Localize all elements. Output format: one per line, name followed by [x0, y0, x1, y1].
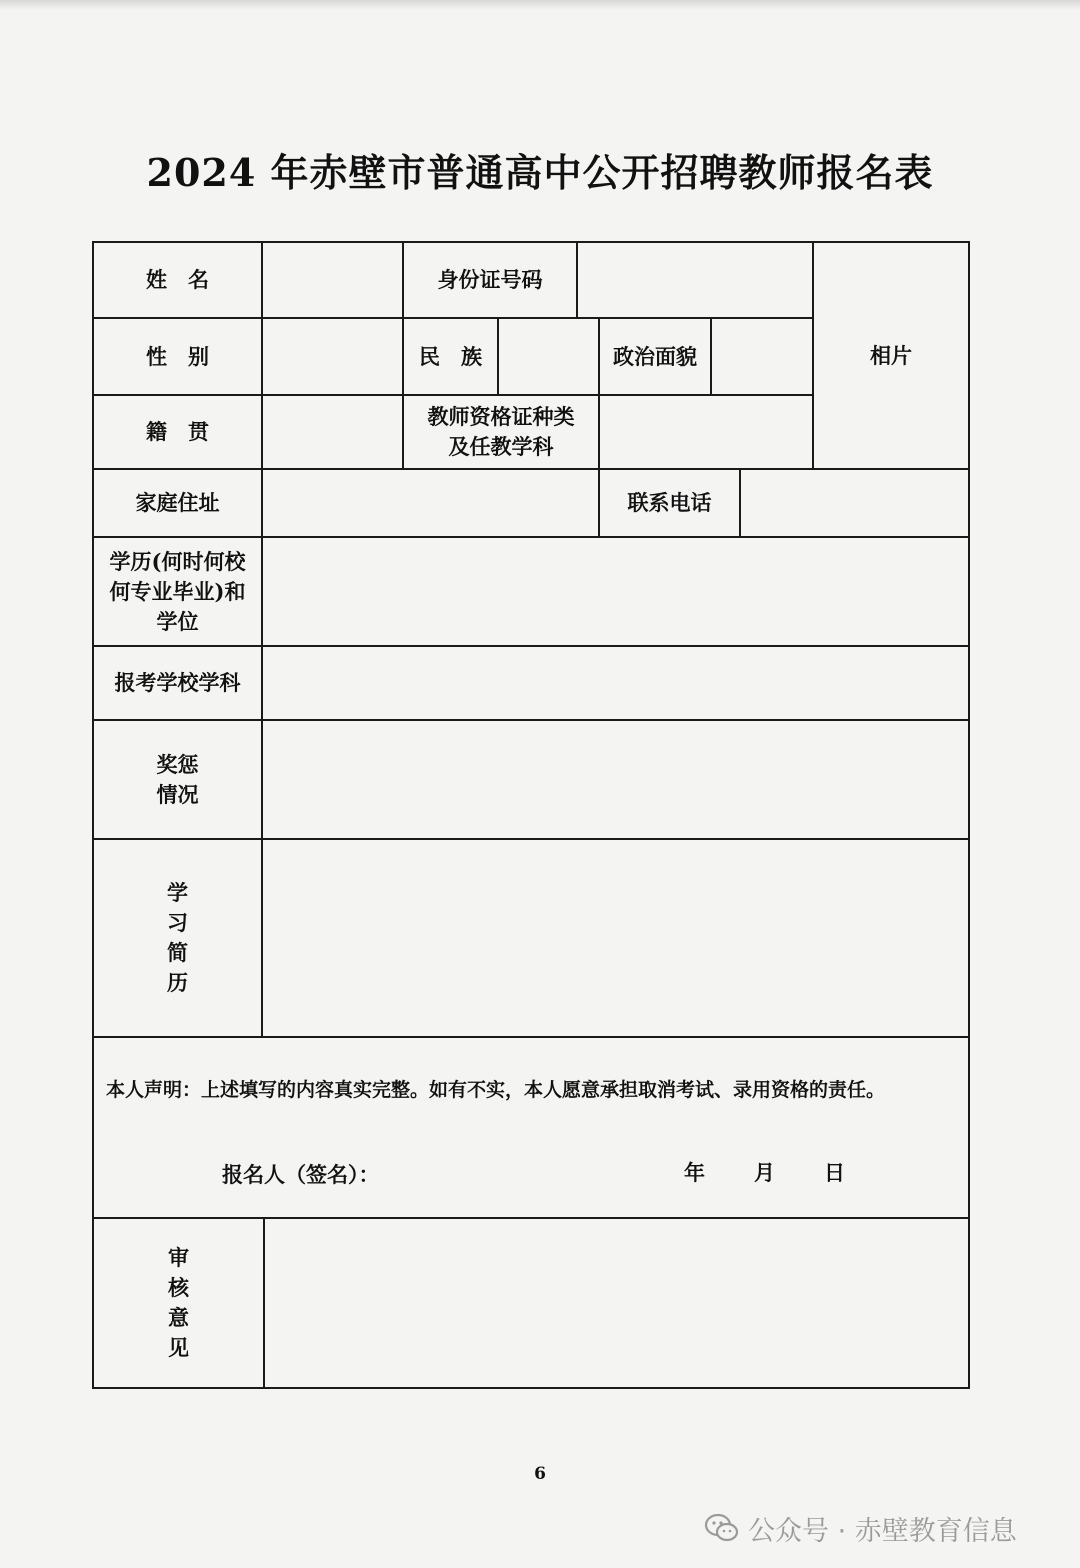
applied-school-subject-label: 报考学校学科 — [114, 670, 241, 695]
name-label: 姓 名 — [146, 267, 209, 292]
certificate-label-line: 教师资格证种类 — [427, 404, 575, 429]
review-char: 核 — [168, 1275, 189, 1300]
column-line — [261, 243, 263, 1036]
rewards-label-line: 情况 — [156, 781, 199, 807]
study-history-label — [94, 840, 261, 1036]
certificate-label-line: 及任教学科 — [448, 434, 554, 459]
date-day-label: 日 — [824, 1160, 845, 1185]
home-address-label: 家庭住址 — [135, 490, 220, 515]
column-line — [497, 317, 499, 394]
page-title: 2024 年赤壁市普通高中公开招聘教师报名表 — [146, 150, 934, 195]
rewards-label-line: 奖惩 — [156, 751, 199, 777]
study-history-char: 学 — [167, 880, 188, 905]
review-char: 见 — [168, 1335, 189, 1360]
gender-label: 性 别 — [146, 343, 209, 369]
source-text: 公众号 · 赤壁教育信息 — [748, 1515, 1017, 1547]
column-line — [710, 317, 712, 394]
photo-label: 相片 — [870, 342, 912, 368]
political-status-label: 政治面貌 — [613, 343, 697, 369]
column-line — [263, 1217, 265, 1387]
native-place-label: 籍 贯 — [146, 419, 209, 444]
declaration-text: 本人声明：上述填写的内容真实完整。如有不实，本人愿意承担取消考试、录用资格的责任。 — [106, 1079, 886, 1101]
row-line — [94, 1036, 968, 1038]
date-month-label: 月 — [754, 1160, 775, 1185]
source-watermark — [704, 1508, 1017, 1548]
column-line — [739, 468, 741, 536]
scan-edge — [0, 0, 1080, 10]
study-history-char: 简 — [167, 940, 188, 965]
wechat-icon — [704, 1513, 740, 1543]
page-number: 6 — [534, 1464, 546, 1484]
phone-label: 联系电话 — [627, 490, 712, 515]
education-label-line: 学位 — [156, 608, 199, 634]
review-char: 审 — [168, 1245, 189, 1270]
id-number-label: 身份证号码 — [437, 267, 543, 292]
review-opinion-label — [94, 1219, 263, 1387]
study-history-char: 习 — [167, 910, 188, 935]
education-label-line: 学历(何时何校 — [109, 548, 246, 574]
ethnicity-label: 民 族 — [419, 343, 482, 369]
signature-label: 报名人（签名）： — [222, 1162, 380, 1187]
date-year-label: 年 — [684, 1160, 705, 1185]
review-char: 意 — [168, 1305, 189, 1330]
rewards-label — [94, 721, 261, 838]
education-label — [94, 538, 261, 645]
teacher-certificate-label — [404, 396, 598, 468]
column-line — [576, 243, 578, 317]
registration-form — [92, 241, 970, 1389]
study-history-char: 历 — [167, 970, 188, 995]
education-label-line: 何专业毕业)和 — [109, 578, 246, 604]
